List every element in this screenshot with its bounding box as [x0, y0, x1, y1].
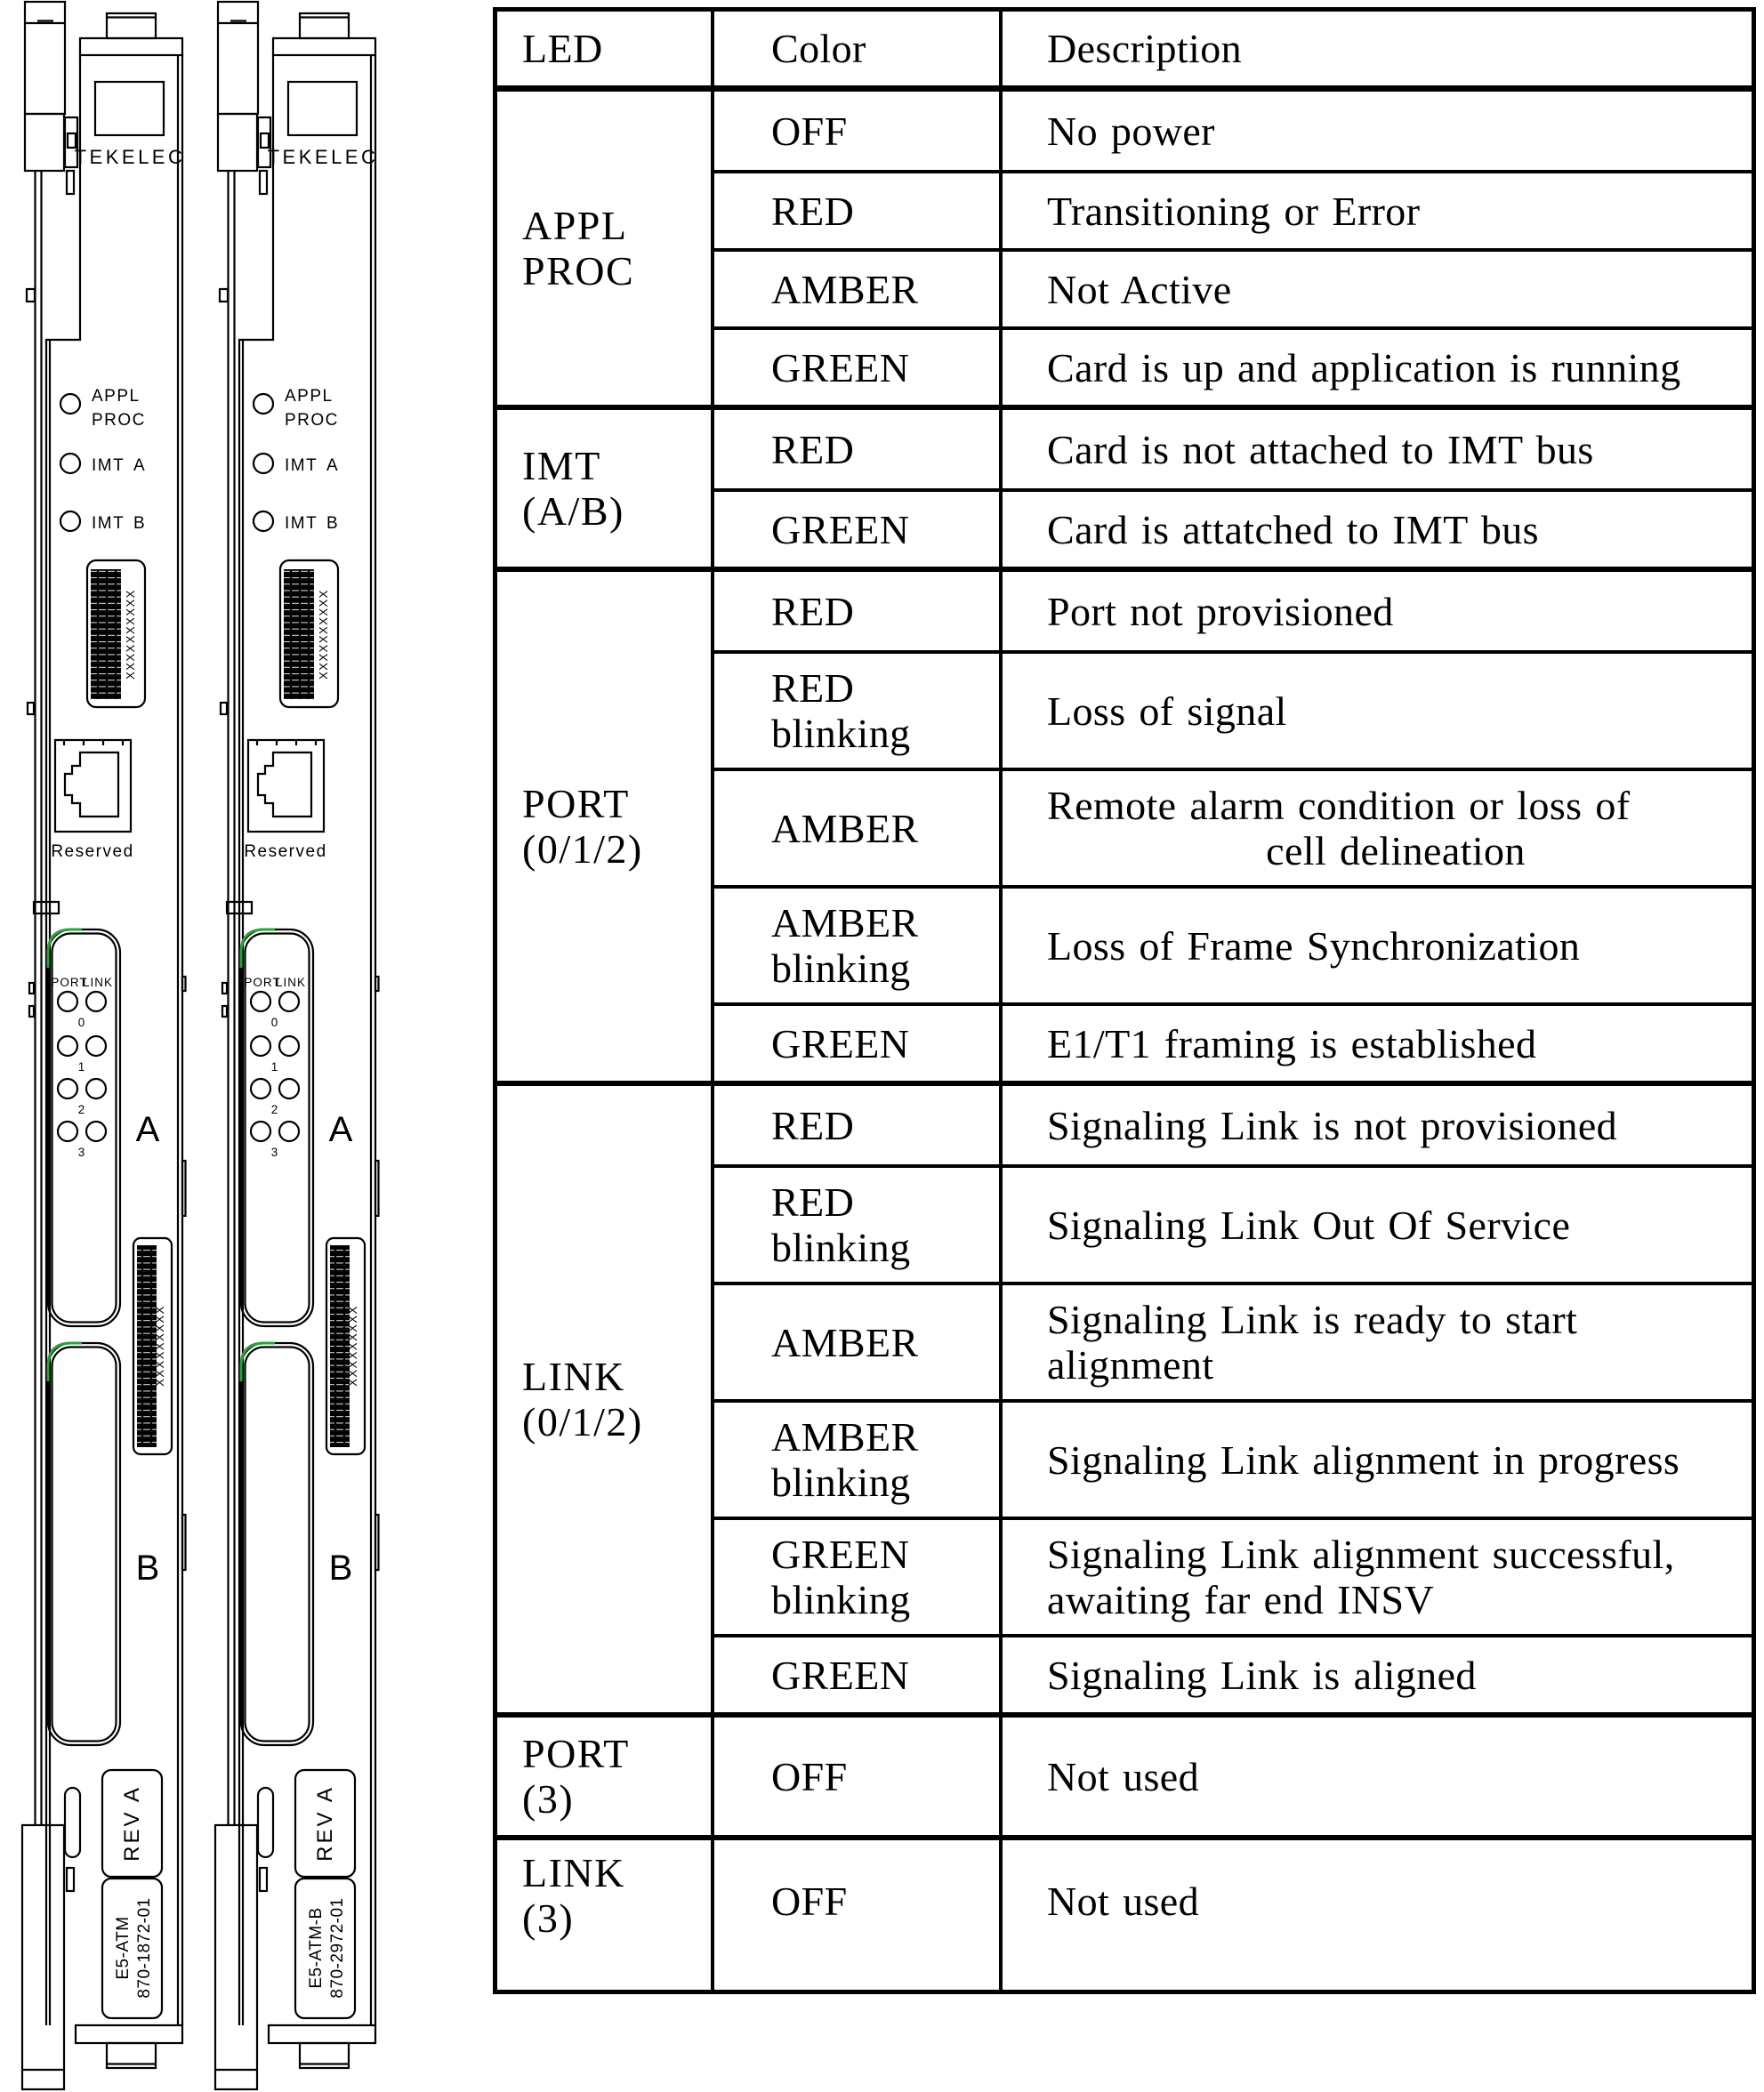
port-1-label: 1	[77, 1060, 86, 1074]
color-text: OFF	[771, 1753, 848, 1799]
header-led-text: LED	[522, 26, 603, 71]
description-cell	[1003, 410, 1752, 488]
description-cell	[1003, 771, 1752, 885]
led-group	[497, 1081, 1752, 1712]
description-text: Card is up and application is running	[1047, 344, 1681, 390]
description-text: E1/T1 framing is established	[1047, 1020, 1537, 1066]
table-row	[714, 650, 1752, 768]
led-group-rows	[714, 1086, 1752, 1712]
description-text: Signaling Link alignment in progress	[1047, 1436, 1680, 1483]
card-2	[215, 2, 379, 2089]
color-text: RED	[771, 588, 855, 634]
card-faceplates-drawing	[0, 0, 400, 2092]
color-text: AMBER	[771, 900, 919, 945]
table-body	[497, 92, 1752, 1990]
description-cell	[1003, 572, 1752, 650]
imt-b-label: B	[133, 514, 147, 533]
led-group	[497, 92, 1752, 405]
color-text: blinking	[771, 1225, 911, 1270]
led-group-label-line: PORT	[522, 781, 630, 826]
description-cell	[1003, 330, 1752, 405]
led-group-label	[497, 1840, 714, 1990]
brand-label: TEKELEC	[74, 146, 186, 168]
table-row	[714, 1282, 1752, 1399]
color-text: GREEN	[771, 1020, 910, 1066]
reserved-label: Reserved	[51, 842, 134, 861]
color-cell	[714, 330, 1003, 405]
color-cell	[714, 1520, 1003, 1634]
description-cell	[1003, 1285, 1752, 1399]
description-cell	[1003, 1006, 1752, 1081]
svg-text:870-2972-01: 870-2972-01	[328, 1897, 347, 1999]
svg-text:XXXXXXXXX: XXXXXXXXX	[153, 1305, 166, 1387]
led-group-label-line: PROC	[522, 248, 635, 294]
led-group-label	[497, 1718, 714, 1835]
color-text: blinking	[771, 1577, 911, 1622]
section-a-label: A	[135, 1110, 160, 1149]
color-text: RED	[771, 1102, 855, 1148]
port-0-label: 0	[77, 1016, 86, 1029]
card-1	[22, 2, 186, 2089]
table-row	[714, 768, 1752, 885]
color-text: GREEN	[771, 344, 910, 390]
led-group-label	[497, 410, 714, 567]
description-cell	[1003, 1520, 1752, 1634]
color-text: AMBER	[771, 266, 919, 312]
led-group-rows	[714, 572, 1752, 1081]
rev-label	[102, 1770, 162, 1877]
color-text: GREEN	[771, 506, 910, 552]
description-text: Signaling Link Out Of Service	[1047, 1202, 1571, 1248]
port-3-label: 3	[77, 1146, 86, 1159]
description-text: Loss of signal	[1047, 688, 1287, 734]
link-column-label: LINK	[82, 976, 114, 989]
port-0-led	[58, 992, 77, 1011]
color-text: OFF	[771, 108, 848, 154]
table-header-led	[497, 12, 714, 85]
led-group-label-line: (0/1/2)	[522, 1399, 643, 1444]
led-group-rows	[714, 1718, 1752, 1835]
description-text: Not Active	[1047, 266, 1232, 312]
led-group	[497, 405, 1752, 567]
color-text: blinking	[771, 1460, 911, 1505]
description-text: Remote alarm condition or loss of	[1047, 783, 1631, 828]
table-header-row	[497, 12, 1752, 92]
description-text: Port not provisioned	[1047, 588, 1394, 634]
led-status-table	[493, 7, 1756, 1994]
svg-text:XXXXXXXXXX: XXXXXXXXXX	[124, 589, 137, 680]
port-2-label: 2	[77, 1103, 86, 1116]
led-group-label-line: APPL	[522, 203, 628, 248]
description-cell	[1003, 1718, 1752, 1835]
imt-a-label: A	[133, 456, 147, 475]
table-row	[714, 326, 1752, 405]
color-text: RED	[771, 665, 855, 711]
description-cell	[1003, 1840, 1752, 1990]
color-text: AMBER	[771, 805, 919, 851]
color-text: OFF	[771, 1879, 848, 1924]
table-row	[714, 1086, 1752, 1164]
description-text: No power	[1047, 108, 1215, 154]
reserved-jack	[51, 740, 133, 861]
table-header-color	[714, 12, 1003, 85]
table-row	[714, 1840, 1752, 1990]
bottom-ejector-lever	[22, 1788, 80, 2089]
port-link-section-a	[48, 929, 120, 1326]
description-text: Signaling Link is not provisioned	[1047, 1102, 1618, 1148]
table-row	[714, 1517, 1752, 1634]
description-text: Card is attatched to IMT bus	[1047, 506, 1539, 552]
table-row	[714, 1718, 1752, 1835]
description-text: Signaling Link is aligned	[1047, 1652, 1477, 1698]
section-b-label: B	[135, 1549, 160, 1588]
imt-a-label: IMT	[92, 456, 125, 475]
color-text: AMBER	[771, 1414, 919, 1460]
led-group	[497, 1835, 1752, 1990]
description-text: Signaling Link is ready to start	[1047, 1297, 1578, 1342]
led-group	[497, 567, 1752, 1081]
table-row	[714, 1164, 1752, 1282]
led-group-label-line: (3)	[522, 1895, 575, 1941]
table-row	[714, 170, 1752, 248]
led-group-label-line: IMT	[522, 443, 601, 488]
color-text: RED	[771, 1179, 855, 1225]
color-text: GREEN	[771, 1532, 910, 1577]
svg-text:REV A: REV A	[120, 1785, 144, 1862]
description-cell	[1003, 92, 1752, 170]
description-cell	[1003, 889, 1752, 1002]
description-text: alignment	[1047, 1342, 1214, 1388]
led-group-label-line: (3)	[522, 1776, 575, 1822]
link-0-led	[86, 992, 106, 1011]
brand-logo-box	[95, 82, 164, 135]
card-faceplate	[27, 55, 186, 2068]
color-cell	[714, 492, 1003, 567]
table-row	[714, 1634, 1752, 1712]
color-cell	[714, 92, 1003, 170]
imt-b-label: IMT	[92, 514, 125, 533]
header-color-text: Color	[771, 26, 866, 71]
link-1-led	[86, 1036, 106, 1056]
color-text: blinking	[771, 945, 911, 991]
color-text: GREEN	[771, 1652, 910, 1698]
color-cell	[714, 252, 1003, 326]
led-group-label	[497, 572, 714, 1081]
link-2-led	[86, 1079, 106, 1098]
table-row	[714, 92, 1752, 170]
led-group-rows	[714, 92, 1752, 405]
color-text: AMBER	[771, 1319, 919, 1365]
color-cell	[714, 1840, 1003, 1990]
description-cell	[1003, 1168, 1752, 1282]
card-1-model-label	[114, 1897, 154, 1998]
led-group-label	[497, 92, 714, 405]
barcode-label-side	[133, 1238, 172, 1454]
section-b	[48, 1343, 120, 1745]
table-row	[714, 1399, 1752, 1517]
description-text: Not used	[1047, 1753, 1200, 1799]
color-cell	[714, 1006, 1003, 1081]
color-cell	[714, 572, 1003, 650]
color-text: blinking	[771, 711, 911, 756]
link-3-led	[86, 1122, 106, 1141]
led-group-label-line: LINK	[522, 1850, 625, 1895]
barcode-label-top	[87, 560, 145, 707]
description-text: cell delineation	[1266, 828, 1526, 873]
description-cell	[1003, 252, 1752, 326]
table-row	[714, 410, 1752, 488]
port-2-led	[58, 1079, 77, 1098]
led-group-rows	[714, 1840, 1752, 1990]
status-leds	[60, 387, 146, 533]
color-cell	[714, 1285, 1003, 1399]
top-ejector-lever	[25, 2, 77, 194]
color-cell	[714, 654, 1003, 768]
table-row	[714, 1002, 1752, 1081]
appl-proc-label: APPL	[92, 387, 141, 406]
color-cell	[714, 889, 1003, 1002]
description-text: Signaling Link alignment successful,	[1047, 1532, 1675, 1577]
led-group-label-line: (0/1/2)	[522, 826, 643, 872]
port-1-led	[58, 1036, 77, 1056]
color-cell	[714, 771, 1003, 885]
led-group-label-line: PORT	[522, 1731, 630, 1776]
led-group-label-line: (A/B)	[522, 488, 624, 534]
description-text: awaiting far end INSV	[1047, 1577, 1435, 1622]
description-cell	[1003, 654, 1752, 768]
description-text: Transitioning or Error	[1047, 188, 1421, 234]
description-text: Card is not attached to IMT bus	[1047, 426, 1594, 472]
svg-text:870-1872-01: 870-1872-01	[135, 1897, 154, 1999]
imt-b-led	[60, 511, 80, 531]
table-row	[714, 885, 1752, 1002]
color-cell	[714, 1403, 1003, 1517]
led-group-rows	[714, 410, 1752, 567]
color-cell	[714, 1718, 1003, 1835]
led-group	[497, 1712, 1752, 1835]
table-row	[714, 572, 1752, 650]
port-column-label: PORT	[51, 976, 88, 989]
svg-text:E5-ATM-B: E5-ATM-B	[307, 1907, 326, 1989]
faceplate-top	[80, 13, 182, 55]
color-cell	[714, 173, 1003, 248]
table-row	[714, 488, 1752, 567]
header-description-text: Description	[1047, 26, 1243, 71]
table-row	[714, 248, 1752, 326]
led-group-label-line: LINK	[522, 1354, 625, 1399]
description-text: Loss of Frame Synchronization	[1047, 922, 1581, 969]
color-cell	[714, 1168, 1003, 1282]
appl-proc-led	[60, 394, 80, 414]
svg-text:E5-ATM: E5-ATM	[114, 1916, 133, 1980]
description-cell	[1003, 492, 1752, 567]
imt-a-led	[60, 454, 80, 473]
description-cell	[1003, 1086, 1752, 1164]
color-cell	[714, 1637, 1003, 1712]
color-text: RED	[771, 188, 855, 234]
led-group-label	[497, 1086, 714, 1712]
color-text: RED	[771, 426, 855, 472]
description-text: Not used	[1047, 1879, 1200, 1924]
port-3-led	[58, 1122, 77, 1141]
color-cell	[714, 410, 1003, 488]
description-cell	[1003, 1403, 1752, 1517]
description-cell	[1003, 173, 1752, 248]
card-2-model-label	[307, 1897, 347, 1998]
table-header-description	[1003, 12, 1752, 85]
appl-proc-label: PROC	[92, 411, 146, 430]
description-cell	[1003, 1637, 1752, 1712]
color-cell	[714, 1086, 1003, 1164]
